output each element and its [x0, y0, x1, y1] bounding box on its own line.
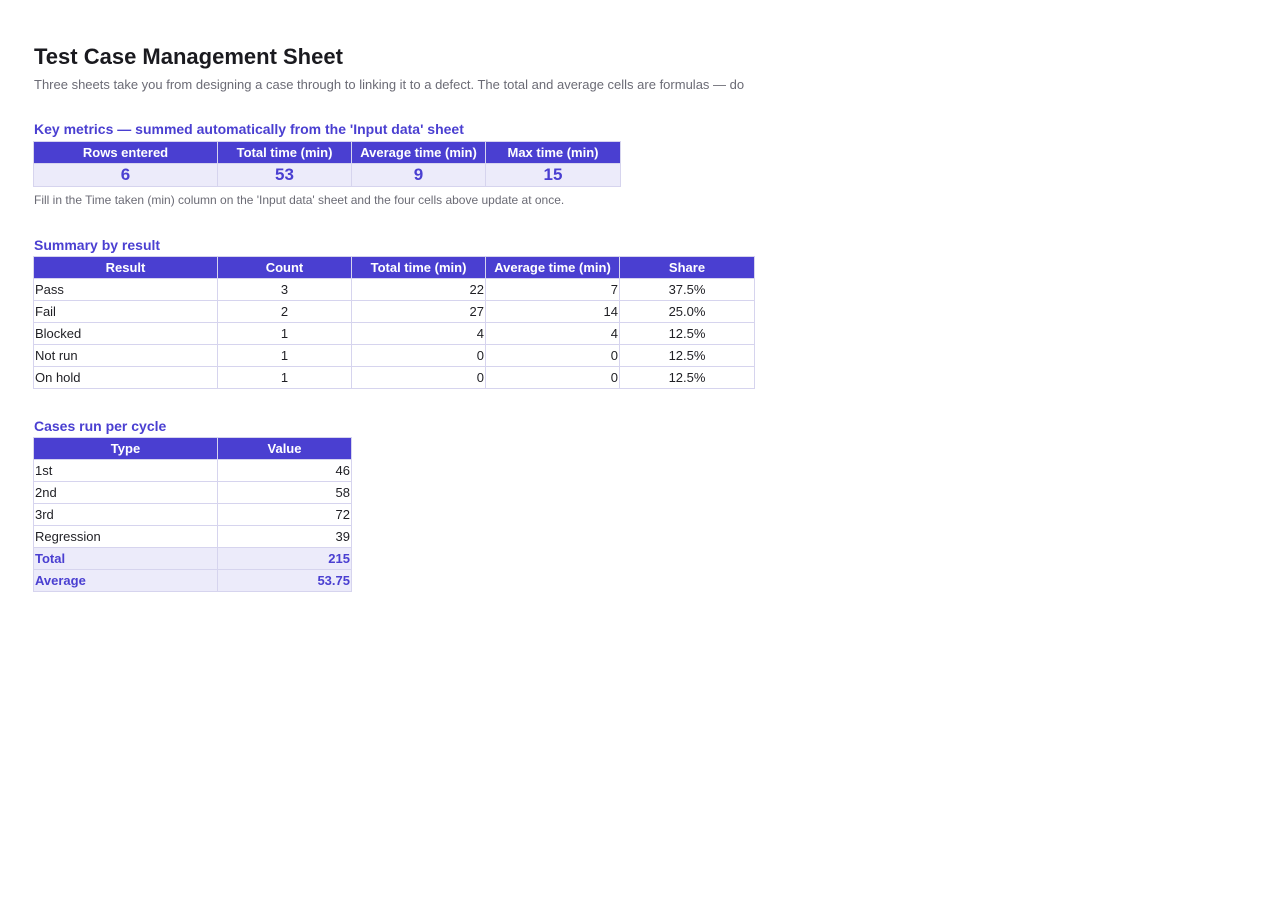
summary-cell[interactable]: 1: [218, 345, 352, 367]
page-title: Test Case Management Sheet: [34, 44, 343, 69]
cycles-total-label[interactable]: Total: [34, 548, 218, 570]
cycles-header-type: Type: [34, 438, 218, 460]
metric-total-time-cell[interactable]: 53: [218, 164, 352, 187]
summary-cell[interactable]: 2: [218, 301, 352, 323]
cycles-cell[interactable]: 72: [218, 504, 352, 526]
key-metrics-header-total-time: Total time (min): [218, 142, 352, 164]
summary-cell[interactable]: Blocked: [34, 323, 218, 345]
summary-row-on-hold: [34, 367, 755, 389]
cycles-heading: Cases run per cycle: [34, 418, 167, 434]
cycles-row-3rd: [34, 504, 352, 526]
key-metrics-header-max-time: Max time (min): [486, 142, 621, 164]
cycles-average-label[interactable]: Average: [34, 570, 218, 592]
cycles-row-1st: [34, 460, 352, 482]
summary-cell[interactable]: 4: [486, 323, 620, 345]
summary-row-blocked: [34, 323, 755, 345]
summary-cell[interactable]: 0: [352, 367, 486, 389]
summary-header-row: [34, 257, 755, 279]
metric-max-time-cell[interactable]: 15: [486, 164, 621, 187]
summary-cell[interactable]: 12.5%: [620, 367, 755, 389]
key-metrics-header-row: [34, 142, 621, 164]
summary-cell[interactable]: 25.0%: [620, 301, 755, 323]
summary-cell[interactable]: 12.5%: [620, 323, 755, 345]
page-subtitle: Three sheets take you from designing a case through to linking it to a defect. The total and average cells are formulas — do: [34, 77, 745, 92]
cycles-cell[interactable]: 1st: [34, 460, 218, 482]
summary-header-share: Share: [620, 257, 755, 279]
key-metrics-note: Fill in the Time taken (min) column on the 'Input data' sheet and the four cells above update at once.: [34, 193, 565, 207]
metric-average-time-cell[interactable]: 9: [352, 164, 486, 187]
key-metrics-header-rows-entered: Rows entered: [34, 142, 218, 164]
cycles-cell[interactable]: 3rd: [34, 504, 218, 526]
cycles-total-value[interactable]: 215: [218, 548, 352, 570]
summary-table: [33, 256, 755, 389]
summary-cell[interactable]: 37.5%: [620, 279, 755, 301]
key-metrics-heading: Key metrics — summed automatically from the 'Input data' sheet: [34, 121, 464, 137]
summary-cell[interactable]: 1: [218, 367, 352, 389]
summary-cell[interactable]: Not run: [34, 345, 218, 367]
cycles-average-row: [34, 570, 352, 592]
summary-cell[interactable]: 22: [352, 279, 486, 301]
cycles-cell[interactable]: 2nd: [34, 482, 218, 504]
metric-rows-entered-cell[interactable]: 6: [34, 164, 218, 187]
summary-header-count: Count: [218, 257, 352, 279]
summary-header-result: Result: [34, 257, 218, 279]
cycles-average-value[interactable]: 53.75: [218, 570, 352, 592]
summary-header-average-time: Average time (min): [486, 257, 620, 279]
summary-cell[interactable]: 3: [218, 279, 352, 301]
summary-cell[interactable]: 27: [352, 301, 486, 323]
summary-cell[interactable]: 7: [486, 279, 620, 301]
cycles-header-row: [34, 438, 352, 460]
key-metrics-header-average-time: Average time (min): [352, 142, 486, 164]
summary-cell[interactable]: 0: [352, 345, 486, 367]
cycles-row-2nd: [34, 482, 352, 504]
cycles-row-regression: [34, 526, 352, 548]
summary-cell[interactable]: 0: [486, 345, 620, 367]
summary-row-pass: [34, 279, 755, 301]
summary-cell[interactable]: Fail: [34, 301, 218, 323]
cycles-cell[interactable]: 46: [218, 460, 352, 482]
cycles-table: [33, 437, 352, 592]
summary-cell[interactable]: 1: [218, 323, 352, 345]
summary-heading: Summary by result: [34, 237, 161, 253]
summary-cell[interactable]: 4: [352, 323, 486, 345]
summary-row-fail: [34, 301, 755, 323]
summary-header-total-time: Total time (min): [352, 257, 486, 279]
cycles-cell[interactable]: 39: [218, 526, 352, 548]
summary-cell[interactable]: 0: [486, 367, 620, 389]
cycles-cell[interactable]: 58: [218, 482, 352, 504]
summary-row-not-run: [34, 345, 755, 367]
cycles-cell[interactable]: Regression: [34, 526, 218, 548]
key-metrics-value-row: [34, 164, 621, 187]
cycles-header-value: Value: [218, 438, 352, 460]
summary-cell[interactable]: 14: [486, 301, 620, 323]
key-metrics-table: [33, 141, 621, 187]
summary-cell[interactable]: Pass: [34, 279, 218, 301]
cycles-total-row: [34, 548, 352, 570]
summary-cell[interactable]: On hold: [34, 367, 218, 389]
summary-cell[interactable]: 12.5%: [620, 345, 755, 367]
